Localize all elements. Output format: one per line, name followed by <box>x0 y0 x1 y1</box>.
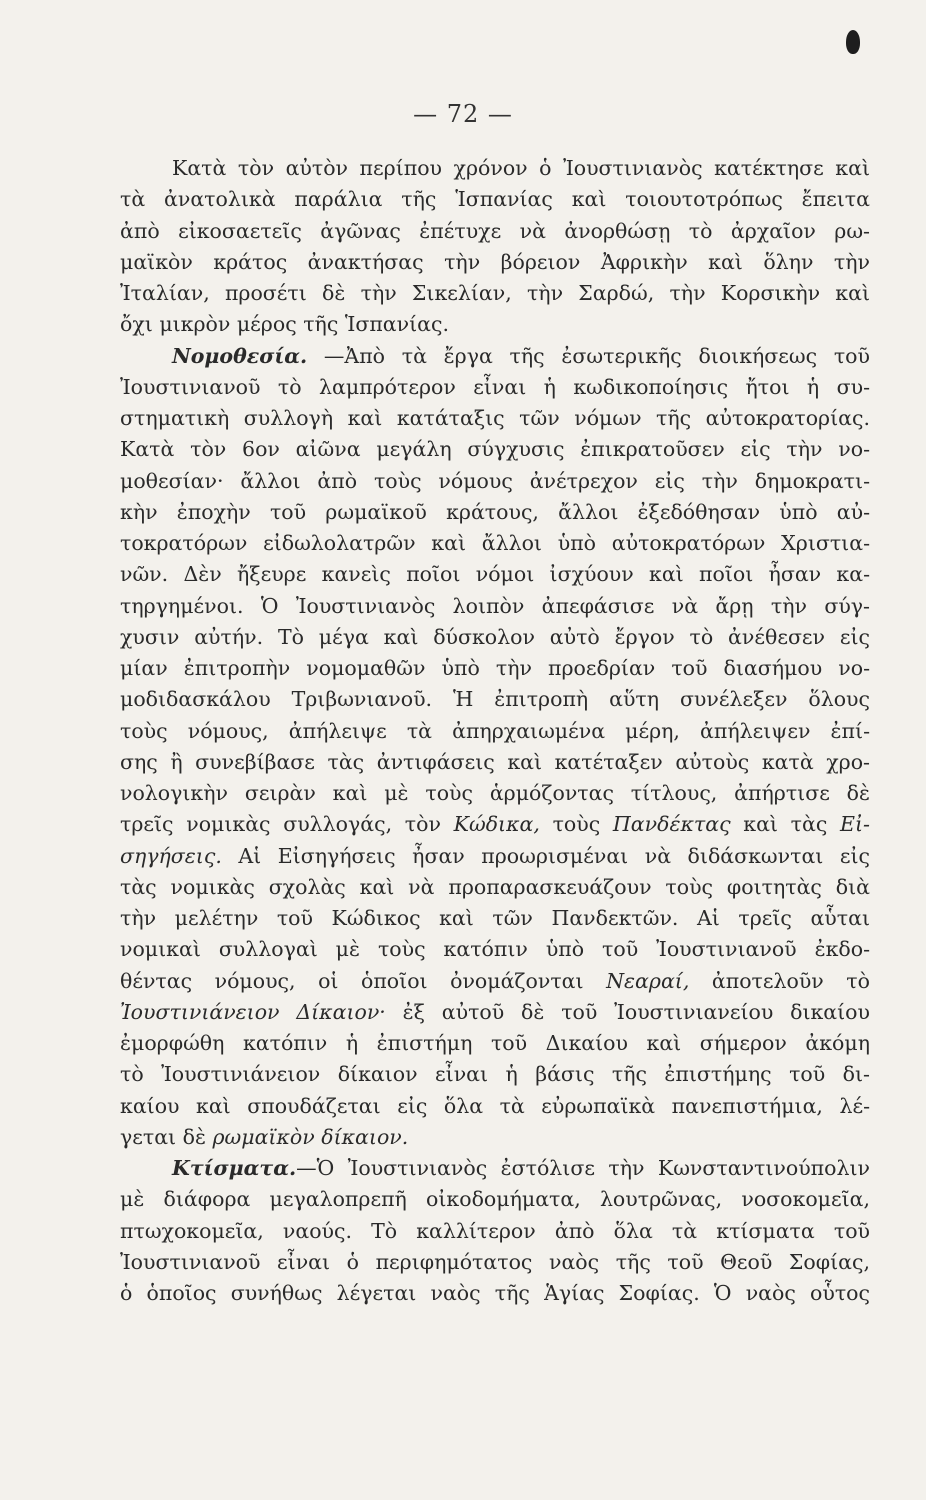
text-line: ἐμορφώθη κατόπιν ἡ ἐπιστήμη τοῦ Δικαίου καὶ σήμερον ἀκόμη <box>120 1031 870 1055</box>
text-line <box>120 1122 870 1153</box>
text-line: τοὺς νόμους, ἀπήλειψε τὰ ἀπηρχαιωμένα μέρη, ἀπήλειψεν ἐπί- <box>120 718 870 743</box>
text-line: μίαν ἐπιτροπὴν νομομαθῶν ὑπὸ τὴν προεδρίαν τοῦ διασήμου νο- <box>120 656 870 680</box>
text-span: καὶ τὰς <box>743 812 828 837</box>
text-line: νῶν. Δὲν ἤξευρε κανεὶς ποῖοι νόμοι ἰσχύουν καὶ ποῖοι ἦσαν κα- <box>120 562 870 587</box>
section-heading-legislation: Νομοθεσία. <box>172 343 308 368</box>
text-span: Αἱ Εἰσηγήσεις ἦσαν προωρισμέναι νὰ διδάσκωνται εἰς <box>238 843 870 868</box>
text-span-italic: Πανδέκτας <box>612 812 731 837</box>
text-line: Ἰταλίαν, προσέτι δὲ τὴν Σικελίαν, τὴν Σαρδώ, τὴν Κορσικὴν καὶ <box>120 281 870 305</box>
text-span: ἐξ αὐτοῦ δὲ τοῦ Ἰουστινιανείου δικαίου <box>402 999 870 1024</box>
text-line: Ἰουστινιανοῦ τὸ λαμπρότερον εἶναι ἡ κωδικοποίησις ἤτοι ἡ συ- <box>120 374 870 399</box>
text-line: τὴν μελέτην τοῦ Κώδικος καὶ τῶν Πανδεκτῶν. Αἱ τρεῖς αὗται <box>120 906 870 930</box>
text-span-italic: ρωμαϊκὸν δίκαιον. <box>212 1124 409 1149</box>
text-line: Κατὰ τὸν αὐτὸν περίπου χρόνον ὁ Ἰουστινιανὸς κατέκτησε καὶ <box>172 156 870 180</box>
text-line: τηργημένοι. Ὁ Ἰουστινιανὸς λοιπὸν ἀπεφάσισε νὰ ἄρῃ τὴν σύγ- <box>120 593 870 618</box>
text-line: πτωχοκομεῖα, ναούς. Τὸ καλλίτερον ἀπὸ ὅλα τὰ κτίσματα τοῦ <box>120 1218 870 1243</box>
section-heading-buildings: Κτίσματα. <box>172 1156 297 1180</box>
text-span-italic: Ἰουστινιάνειον Δίκαιον· <box>120 999 386 1024</box>
body-text <box>120 153 870 1309</box>
text-line <box>120 841 870 872</box>
text-line: κὴν ἐποχὴν τοῦ ρωμαϊκοῦ κράτους, ἄλλοι ἐξεδόθησαν ὑπὸ αὐ- <box>120 499 870 524</box>
text-line: Κατὰ τὸν 6ον αἰῶνα μεγάλη σύγχυσις ἐπικρατοῦσεν εἰς τὴν νο- <box>120 437 870 462</box>
text-line: σης ἢ συνεβίβασε τὰς ἀντιφάσεις καὶ κατέταξεν αὐτοὺς κατὰ χρο- <box>120 749 870 774</box>
section-first-line <box>120 1153 870 1184</box>
text-span-italic: Νεαραί, <box>606 968 690 993</box>
text-span-italic: Εἰ- <box>840 812 870 837</box>
text-line: νολογικὴν σειρὰν καὶ μὲ τοὺς ἁρμόζοντας τίτλους, ἀπήρτισε δὲ <box>120 781 870 805</box>
text-line: νομικαὶ συλλογαὶ μὲ τοὺς κατόπιν ὑπὸ τοῦ Ἰουστινιανοῦ ἐκδο- <box>120 937 870 962</box>
text-line: μοδιδασκάλου Τριβωνιανοῦ. Ἡ ἐπιτροπὴ αὕτη συνέλεξεν ὅλους <box>120 687 870 712</box>
text-line: τὰ ἀνατολικὰ παράλια τῆς Ἱσπανίας καὶ τοιουτοτρόπως ἔπειτα <box>120 187 870 212</box>
text-span-italic: σηγήσεις. <box>120 843 222 868</box>
section-first-line <box>120 341 870 372</box>
text-line: στηματικὴ συλλογὴ καὶ κατάταξις τῶν νόμων τῆς αὐτοκρατορίας. <box>120 406 870 430</box>
text-line: Ἰουστινιανοῦ εἶναι ὁ περιφημότατος ναὸς τῆς τοῦ Θεοῦ Σοφίας, <box>120 1249 870 1274</box>
text-span: τρεῖς νομικὰς συλλογάς, τὸν <box>120 812 441 837</box>
text-line: μαϊκὸν κράτος ἀνακτήσας τὴν βόρειον Ἀφρικὴν καὶ ὅλην τὴν <box>120 249 870 274</box>
text-line: ἀπὸ εἰκοσαετεῖς ἀγῶνας ἐπέτυχε νὰ ἀνορθώσῃ τὸ ἀρχαῖον ρω- <box>120 218 870 243</box>
text-line: μοθεσίαν· ἄλλοι ἀπὸ τοὺς νόμους ἀνέτρεχον εἰς τὴν δημοκρατι- <box>120 468 870 493</box>
text-line: τὸ Ἰουστινιάνειον δίκαιον εἶναι ἡ βάσις τῆς ἐπιστήμης τοῦ δι- <box>120 1062 870 1087</box>
text-line <box>120 997 870 1028</box>
text-span: τοὺς <box>552 812 601 837</box>
text-span: —Ὁ Ἰουστινιανὸς ἐστόλισε τὴν Κωνσταντινούπολιν <box>296 1156 870 1180</box>
text-line: καίου καὶ σπουδάζεται εἰς ὅλα τὰ εὐρωπαϊκὰ πανεπιστήμια, λέ- <box>120 1093 870 1118</box>
text-line: τοκρατόρων εἰδωλολατρῶν καὶ ἄλλοι ὑπὸ αὐτοκρατόρων Χριστια- <box>120 531 870 555</box>
text-line: τὰς νομικὰς σχολὰς καὶ νὰ προπαρασκευάζουν τοὺς φοιτητὰς διὰ <box>120 874 870 899</box>
text-line <box>120 809 870 840</box>
text-span: —Ἀπὸ τὰ ἔργα τῆς ἐσωτερικῆς διοικήσεως τοῦ <box>323 343 870 368</box>
text-span: θέντας νόμους, οἱ ὁποῖοι ὀνομάζονται <box>120 968 584 993</box>
text-line: ὄχι μικρὸν μέρος τῆς Ἱσπανίας. <box>120 312 449 337</box>
page-number: — 72 — <box>413 100 513 128</box>
text-line: ὁ ὁποῖος συνήθως λέγεται ναὸς τῆς Ἁγίας Σοφίας. Ὁ ναὸς οὗτος <box>120 1281 870 1305</box>
text-span-italic: Κώδικα, <box>453 812 540 837</box>
text-line: μὲ διάφορα μεγαλοπρεπῆ οἰκοδομήματα, λουτρῶνας, νοσοκομεῖα, <box>120 1187 870 1212</box>
ink-blot <box>846 30 860 54</box>
text-span: γεται δὲ <box>120 1124 206 1149</box>
text-span: ἀποτελοῦν τὸ <box>711 968 870 993</box>
text-line <box>120 966 870 997</box>
text-line: χυσιν αὐτήν. Τὸ μέγα καὶ δύσκολον αὐτὸ ἔργον τὸ ἀνέθεσεν εἰς <box>120 624 870 649</box>
